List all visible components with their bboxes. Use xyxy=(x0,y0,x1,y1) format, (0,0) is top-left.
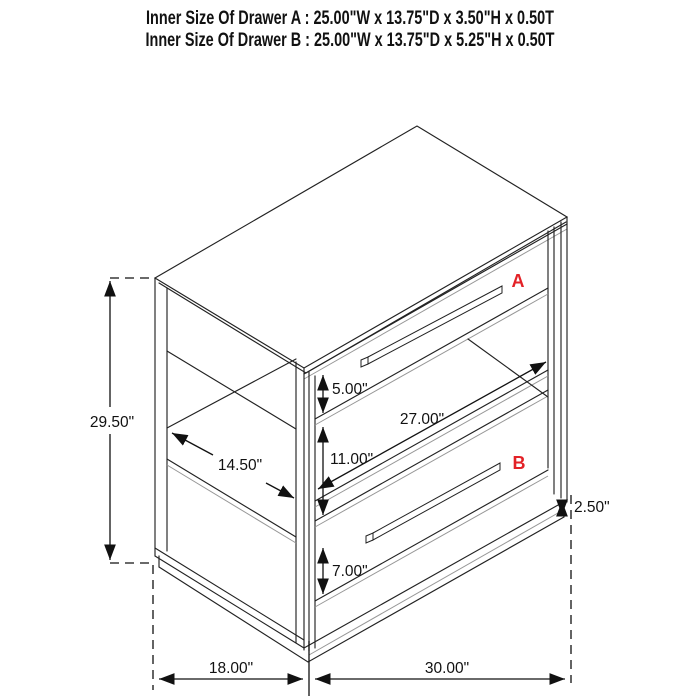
opening-width-label: 27.00" xyxy=(399,411,445,428)
front-width-label: 30.00" xyxy=(424,660,470,677)
drawer-a-bottom-edge xyxy=(315,288,548,419)
side-shelf-thickness-line xyxy=(167,465,296,543)
drawer-b-handle xyxy=(373,463,500,540)
shelf-depth-dim-line-lower xyxy=(266,483,294,498)
base-height-label: 2.50" xyxy=(574,499,610,516)
shelf-depth-dim-line-upper xyxy=(172,433,213,455)
drawer-a-size-title: Inner Size Of Drawer A : 25.00"W x 13.75"D x 3.50"H x 0.50T xyxy=(146,8,554,29)
drawer-a-label: A xyxy=(511,271,525,291)
cabinet-top-face xyxy=(155,126,567,368)
overall-height-label: 29.50" xyxy=(89,414,135,431)
drawer-b-height-label: 7.00" xyxy=(332,563,368,580)
drawer-a-bottom-reveal xyxy=(315,294,548,425)
side-depth-label: 18.00" xyxy=(208,660,254,677)
dimension-labels xyxy=(90,271,610,677)
base-band-line xyxy=(309,509,565,655)
middle-height-label: 11.00" xyxy=(330,451,374,468)
drawer-b-handle-endcap xyxy=(366,533,373,543)
shelf-depth-label: 14.50" xyxy=(217,457,263,474)
drawer-b-bottom-reveal xyxy=(315,476,548,607)
front-top-band-inner xyxy=(304,229,567,379)
drawer-b-size-title: Inner Size Of Drawer B : 25.00"W x 13.75"D x 5.25"H x 0.50T xyxy=(145,30,555,51)
side-bottom-edge-2 xyxy=(155,556,304,648)
top-edge-lip xyxy=(159,222,566,373)
drawer-b-bottom-edge xyxy=(315,470,548,601)
drawer-a-handle-endcap xyxy=(361,357,368,367)
drawer-b-label: B xyxy=(512,453,526,473)
base-bottom-edge xyxy=(159,517,564,662)
side-bottom-edge xyxy=(155,548,304,640)
drawer-a-height-label: 5.00" xyxy=(332,381,368,398)
